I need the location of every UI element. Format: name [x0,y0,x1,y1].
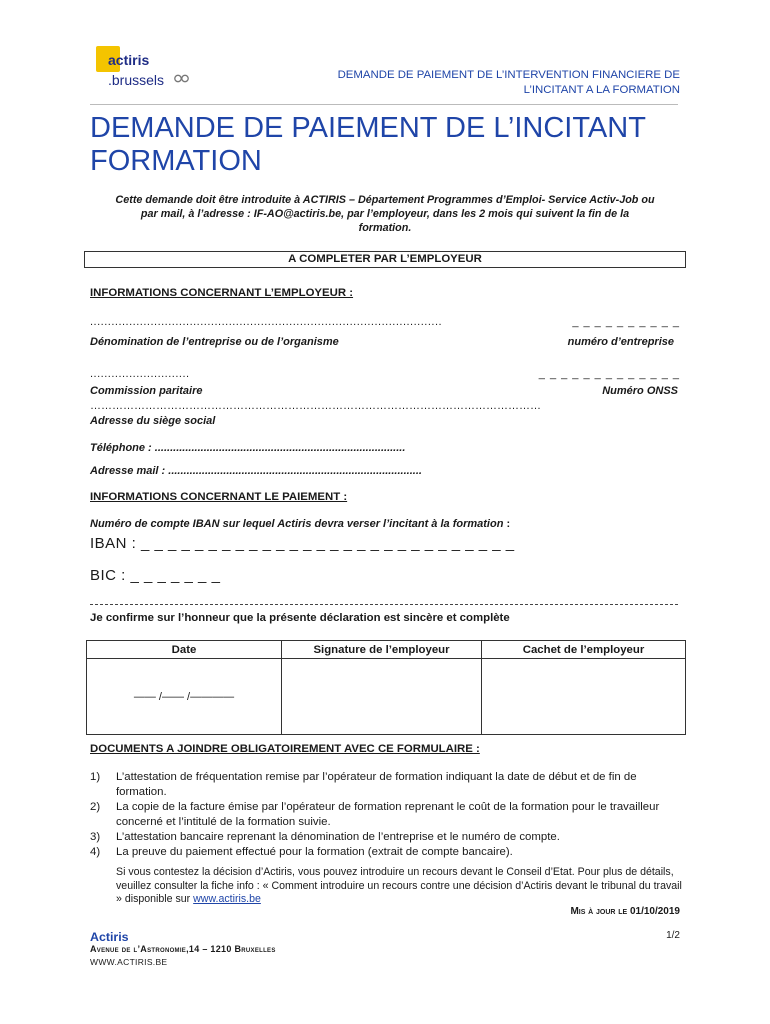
list-item [90,770,684,800]
phone-row [90,442,405,454]
signature-cell[interactable] [282,659,482,735]
title-line-2: FORMATION [90,145,262,177]
list-item-number: 2) [90,801,101,813]
actiris-logo [96,46,206,94]
iban-intro-label: Numéro de compte IBAN sur lequel Actiris devra verser l’incitant à la formation [90,518,504,530]
onss-number-field[interactable]: _ _ _ _ _ _ _ _ _ _ _ _ _ [538,368,680,380]
documents-list [90,770,684,860]
title-line-1: DEMANDE DE PAIEMENT DE L’INCITANT [90,112,646,144]
phone-field[interactable]: .................................................................................. [154,442,406,454]
list-item-text: La copie de la facture émise par l’opérateur de formation reprenant le coût de la formation pour le travailleur concerné et l’intitulé de la formation suivie. [116,801,660,828]
list-item [90,800,684,830]
header-divider [90,104,678,105]
iban-field[interactable]: IBAN : _ _ _ _ _ _ _ _ _ _ _ _ _ _ _ _ _ _ _ _ _ _ _ _ _ _ _ _ [90,535,515,552]
link-icon [174,74,190,86]
signature-table [86,640,686,735]
list-item-number: 3) [90,831,101,843]
date-cell[interactable] [87,659,282,735]
date-header: Date [87,641,282,659]
bic-field[interactable]: BIC : _ _ _ _ _ _ _ [90,567,221,584]
footer-website: WWW.ACTIRIS.BE [90,957,168,967]
documents-section-title: DOCUMENTS A JOINDRE OBLIGATOIREMENT AVEC CE FORMULAIRE : [90,743,480,755]
last-update: Mis à jour le 01/10/2019 [570,906,680,917]
stamp-header: Cachet de l’employeur [482,641,686,659]
list-item-number: 1) [90,771,101,783]
head-office-address-field[interactable]: …………………………………………………………………………………………………………… [90,400,541,412]
honour-declaration: Je confirme sur l’honneur que la présente déclaration est sincère et complète [90,612,510,624]
document-header [338,68,680,97]
appeal-note-text: Si vous contestez la décision d’Actiris, vous pouvez introduire un recours devant le Conseil d’Etat. Pour plus de détails, veuillez consulter la fiche info : « Comment introduire un recours contre une décision d’Actiris devant le tribunal du travail » disponible sur [116,866,682,905]
footer-address: Avenue de l’Astronomie,14 – 1210 Bruxelles [90,944,276,954]
actiris-link[interactable]: www.actiris.be [193,893,261,905]
enterprise-number-field[interactable]: _ _ _ _ _ _ _ _ _ _ [572,316,680,328]
company-name-label: Dénomination de l’entreprise ou de l’organisme [90,336,339,348]
dashed-separator [90,604,678,605]
enterprise-number-label: numéro d’entreprise [567,336,674,348]
intro-line-2: par mail, à l’adresse : IF-AO@actiris.be, par l’employeur, dans les 2 mois qui suivent la fin de la [140,208,630,220]
joint-committee-field[interactable]: ............................ [90,368,190,380]
phone-label: Téléphone : [90,442,152,454]
head-office-address-label: Adresse du siège social [90,415,216,427]
appeal-note [116,866,684,907]
logo-text-actiris: actiris [108,52,150,68]
iban-intro-row [90,518,510,530]
footer-brand: Actiris [90,930,129,944]
list-item [90,845,684,860]
list-item [90,830,684,845]
intro-line-1: Cette demande doit être introduite à ACTIRIS – Département Programmes d’Emploi- Service Activ-Job ou [115,194,655,206]
onss-number-label: Numéro ONSS [602,385,678,397]
email-row [90,465,422,477]
date-placeholder: —— /—— /———— [133,690,235,703]
payment-section-title: INFORMATIONS CONCERNANT LE PAIEMENT : [90,491,348,503]
header-line-2: L’INCITANT A LA FORMATION [523,83,680,96]
employer-section-box: A COMPLETER PAR L’EMPLOYEUR [84,251,686,268]
intro-text [88,193,682,235]
stamp-cell[interactable] [482,659,686,735]
iban-intro-colon: : [503,518,511,530]
list-item-text: La preuve du paiement effectué pour la formation (extrait de compte bancaire). [116,846,513,858]
email-label: Adresse mail : [90,465,166,477]
list-item-text: L’attestation de fréquentation remise par l’opérateur de formation indiquant la date de début et de fin de formation. [116,771,637,798]
joint-committee-label: Commission paritaire [90,385,203,397]
employer-section-title: INFORMATIONS CONCERNANT L’EMPLOYEUR : [90,287,354,299]
company-name-field[interactable]: ................................................................................................... [90,316,443,328]
page-title [90,112,690,178]
email-field[interactable]: ................................................................................... [168,465,422,477]
list-item-number: 4) [90,846,101,858]
page-number: 1/2 [666,930,680,941]
signature-header: Signature de l’employeur [282,641,482,659]
header-line-1: DEMANDE DE PAIEMENT DE L’INTERVENTION FINANCIERE DE [337,69,680,81]
list-item-text: L’attestation bancaire reprenant la dénomination de l’entreprise et le numéro de compte. [116,831,560,843]
logo-text-brussels: .brussels [108,72,165,88]
intro-line-3: formation. [358,222,412,234]
